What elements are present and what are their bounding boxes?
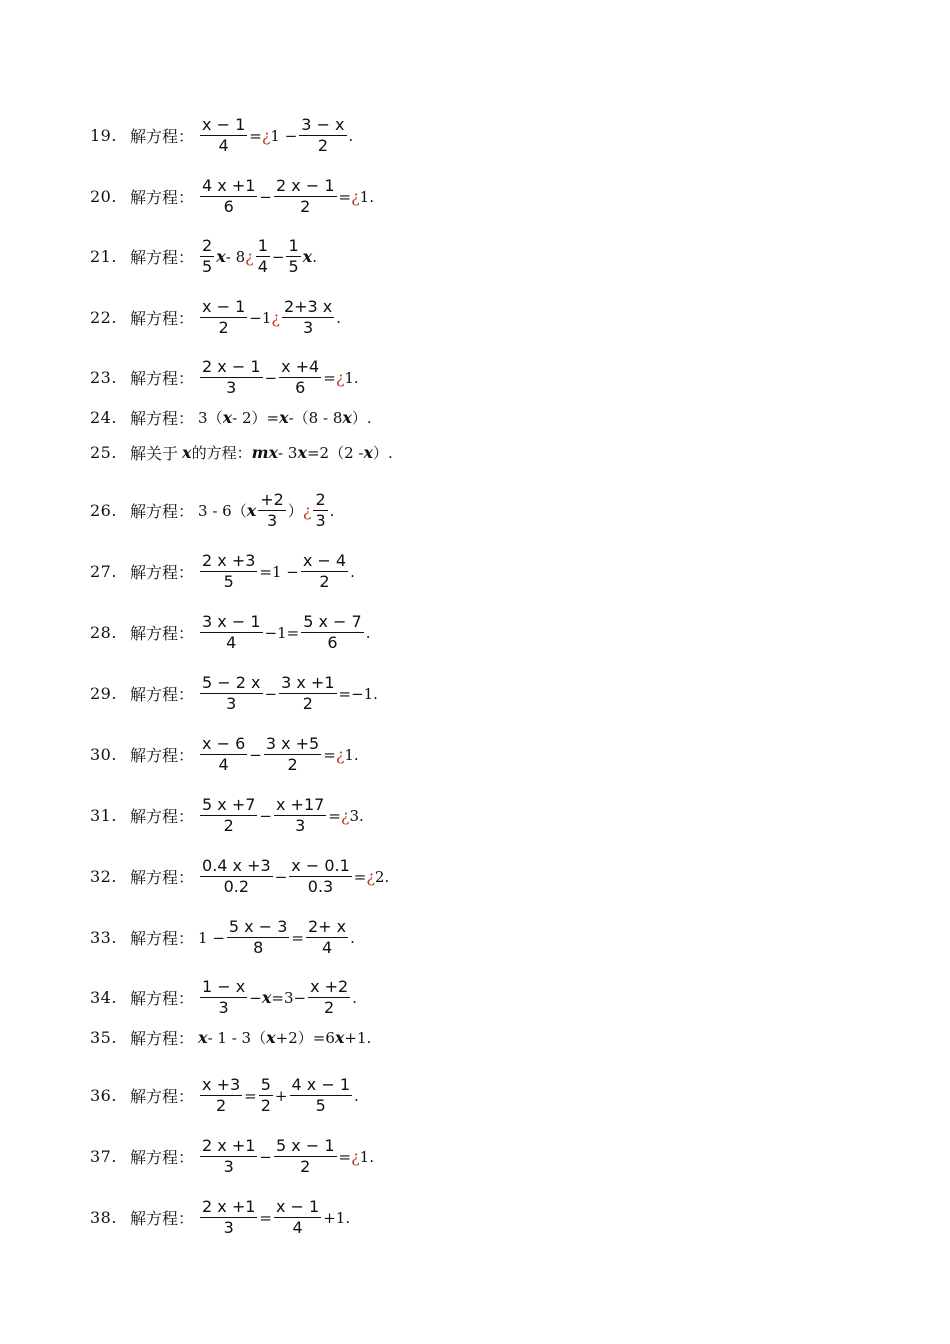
math-text: 3 - 6（: [198, 502, 247, 520]
equation: [198, 735, 359, 774]
numerator: 4 x − 1: [291, 1075, 350, 1094]
equation: [182, 442, 393, 463]
garbled-glyph: ¿: [340, 806, 350, 825]
math-text: =: [249, 126, 262, 145]
equation: [198, 796, 364, 835]
denominator: 3: [223, 1157, 234, 1176]
math-text: +: [274, 1086, 288, 1105]
math-text: ）.: [351, 409, 372, 427]
problem-item: [90, 237, 317, 276]
denominator: 4: [226, 633, 237, 652]
denominator: 8: [253, 938, 264, 957]
numerator: 5 x − 3: [228, 917, 288, 936]
problem-instruction: 解方程：: [130, 502, 195, 521]
problem-instruction: 解方程：: [130, 1148, 195, 1167]
fraction: [306, 918, 348, 957]
equation: [198, 1198, 350, 1237]
numerator: 3 x +1: [281, 673, 335, 692]
problem-instruction: 解方程：: [130, 1087, 195, 1106]
denominator: 2: [260, 1096, 271, 1115]
problem-item: [90, 1198, 350, 1237]
equation: [198, 1027, 371, 1048]
math-text: −: [249, 745, 262, 764]
fraction: [274, 1198, 321, 1237]
fraction: [279, 358, 321, 397]
fraction: [200, 1137, 257, 1176]
garbled-glyph: ¿: [351, 1147, 360, 1166]
problem-item: [90, 358, 359, 397]
fraction: [264, 735, 321, 774]
equation: [198, 491, 334, 530]
fraction: [200, 613, 263, 652]
denominator: 2: [324, 998, 335, 1017]
denominator: 3: [226, 378, 237, 397]
denominator: 0.3: [307, 877, 334, 896]
problem-item: [90, 1026, 371, 1049]
equation: [198, 177, 374, 216]
problem-number: 37.: [90, 1147, 117, 1166]
fraction: [289, 857, 352, 896]
math-text: =: [244, 1086, 257, 1105]
variable: x: [182, 443, 192, 462]
math-text: ）.: [373, 444, 393, 462]
problem-number: 35.: [90, 1028, 117, 1047]
math-text: −: [264, 684, 278, 703]
equation: [198, 298, 341, 337]
math-text: .: [354, 1086, 359, 1105]
math-text: =: [259, 1208, 272, 1227]
problem-number: 19.: [90, 126, 117, 145]
denominator: 4: [218, 136, 229, 155]
problem-number: 32.: [90, 867, 117, 886]
math-text: 3（: [198, 409, 223, 427]
numerator: 5 − 2 x: [202, 673, 261, 692]
problem-instruction: 解方程：: [130, 685, 195, 704]
denominator: 4: [257, 257, 268, 276]
problem-number: 33.: [90, 928, 117, 947]
denominator: 4: [292, 1218, 303, 1237]
garbled-glyph: ¿: [351, 187, 360, 206]
math-text: =: [328, 806, 341, 825]
problem-item: [90, 978, 357, 1017]
denominator: 2: [319, 572, 330, 591]
fraction: [313, 491, 327, 530]
denominator: 6: [295, 378, 306, 397]
numerator: x − 6: [202, 734, 246, 753]
problem-instruction: 解方程：: [130, 309, 195, 328]
equation: [198, 613, 370, 652]
denominator: 2: [215, 1096, 227, 1115]
problem-instruction: 解方程：: [130, 369, 195, 388]
variable: x: [266, 1028, 276, 1047]
denominator: 4: [321, 938, 333, 957]
equation: [198, 552, 355, 591]
fraction: [286, 237, 300, 276]
math-text: - 1 - 3（: [207, 1029, 267, 1047]
denominator: 3: [295, 816, 306, 835]
problem-number: 28.: [90, 623, 117, 642]
numerator: 1: [288, 236, 299, 255]
garbled-glyph: ¿: [335, 368, 345, 387]
math-text: +2）=6: [275, 1029, 335, 1047]
numerator: 5: [260, 1075, 271, 1094]
variable: x: [261, 988, 272, 1007]
math-text: =: [353, 867, 367, 886]
problem-instruction: 解方程：: [130, 929, 195, 948]
numerator: 3 − x: [301, 115, 345, 134]
denominator: 2: [223, 816, 234, 835]
problem-item: [90, 406, 372, 429]
math-text: .: [336, 308, 342, 327]
problem-number: 31.: [90, 806, 117, 825]
fraction: [274, 177, 337, 216]
problem-instruction: 解方程：: [130, 989, 195, 1008]
denominator: 3: [218, 998, 229, 1017]
math-text: .: [350, 928, 355, 947]
denominator: 5: [202, 257, 213, 276]
math-text: −: [249, 988, 262, 1007]
numerator: 0.4 x +3: [202, 856, 271, 875]
variable: x: [334, 1028, 345, 1047]
problem-number: 34.: [90, 988, 117, 1007]
numerator: 3 x − 1: [202, 612, 261, 631]
problem-item: [90, 441, 393, 464]
math-text: 1 −: [270, 126, 298, 145]
variable: x: [198, 1028, 208, 1047]
fraction: [200, 674, 263, 713]
numerator: x − 1: [202, 115, 246, 134]
numerator: x +3: [202, 1075, 241, 1094]
denominator: 3: [303, 318, 314, 337]
problem-number: 23.: [90, 368, 117, 387]
numerator: x +2: [310, 977, 349, 996]
problem-item: [90, 116, 353, 155]
denominator: 3: [315, 511, 326, 530]
math-text: 1.: [344, 745, 359, 764]
numerator: 2 x +3: [202, 551, 256, 570]
equation: [198, 674, 378, 713]
problem-item: [90, 177, 374, 216]
problem-number: 30.: [90, 745, 117, 764]
equation: [198, 978, 357, 1017]
fraction: [279, 674, 336, 713]
math-text: −: [259, 1147, 272, 1166]
math-text: 3.: [349, 806, 364, 825]
variable: x: [363, 443, 374, 462]
denominator: 2: [317, 136, 328, 155]
denominator: 3: [266, 511, 278, 530]
problem-item: [90, 735, 359, 774]
math-text: .: [329, 501, 335, 520]
numerator: 2: [202, 236, 213, 255]
problem-number: 29.: [90, 684, 117, 703]
equation: [198, 358, 359, 397]
denominator: 6: [223, 197, 234, 216]
math-text: -（8 - 8: [288, 409, 343, 427]
problem-instruction: 解方程：: [130, 868, 195, 887]
math-text: - 3: [278, 443, 298, 462]
equation: [198, 1137, 374, 1176]
problem-instruction: 解方程：: [130, 188, 195, 207]
equation: [198, 237, 317, 276]
denominator: 2: [218, 318, 229, 337]
fraction: [301, 552, 348, 591]
denominator: 3: [226, 694, 237, 713]
variable: x: [279, 408, 289, 427]
denominator: 2: [300, 197, 311, 216]
fraction: [258, 491, 286, 530]
math-text: 1 −: [198, 928, 225, 947]
math-text: 2.: [374, 867, 390, 886]
garbled-glyph: ¿: [261, 126, 271, 145]
denominator: 5: [315, 1096, 326, 1115]
problem-instruction: 解方程：: [130, 248, 195, 267]
math-text: −: [271, 247, 285, 266]
problem-item: [90, 613, 370, 652]
fraction: [200, 796, 257, 835]
fraction: [227, 918, 290, 957]
problem-instruction: 解方程：: [130, 127, 195, 146]
numerator: 1 − x: [202, 977, 246, 996]
variable: x: [297, 443, 307, 462]
denominator: 3: [223, 1218, 234, 1237]
math-text: =1 −: [259, 562, 299, 581]
numerator: 2+3 x: [283, 297, 333, 316]
math-text: =: [338, 1147, 352, 1166]
denominator: 2: [300, 1157, 311, 1176]
math-text: 1.: [344, 368, 359, 387]
variable: x: [302, 247, 313, 266]
math-text: −: [259, 187, 272, 206]
math-text: =2（2 -: [306, 444, 364, 462]
problem-number: 22.: [90, 308, 117, 327]
fraction: [308, 978, 350, 1017]
problem-item: [90, 918, 355, 957]
variable: x: [222, 408, 233, 427]
denominator: 0.2: [223, 877, 250, 896]
problem-number: 20.: [90, 187, 117, 206]
numerator: 1: [257, 236, 268, 255]
problem-item: [90, 298, 341, 337]
fraction: [259, 1076, 273, 1115]
math-text: =−1.: [338, 684, 378, 703]
problem-number: 25.: [90, 443, 117, 462]
fraction: [274, 1137, 337, 1176]
numerator: x +4: [281, 357, 320, 376]
numerator: x − 4: [302, 551, 347, 570]
math-text: .: [352, 988, 357, 1007]
denominator: 2: [302, 694, 313, 713]
numerator: x − 0.1: [291, 856, 350, 875]
problem-number: 38.: [90, 1208, 117, 1227]
fraction: [200, 358, 263, 397]
problem-item: [90, 1137, 374, 1176]
fraction: [200, 116, 247, 155]
problem-instruction: 解方程：: [130, 1209, 195, 1228]
fraction: [200, 1076, 242, 1115]
garbled-glyph: ¿: [302, 501, 312, 520]
garbled-glyph: ¿: [245, 247, 254, 266]
numerator: x − 1: [202, 297, 246, 316]
problem-item: [90, 491, 334, 530]
fraction: [200, 298, 247, 337]
fraction: [200, 552, 257, 591]
math-text: +1.: [344, 1028, 372, 1047]
math-text: ）: [287, 502, 303, 520]
fraction: [299, 116, 346, 155]
problem-instruction: 解方程：: [130, 807, 195, 826]
math-text: −1=: [264, 623, 300, 642]
fraction: [200, 237, 214, 276]
denominator: 2: [287, 755, 298, 774]
numerator: 3 x +5: [265, 734, 320, 753]
math-text: −1: [249, 308, 272, 327]
numerator: 5 x +7: [202, 795, 256, 814]
math-text: =3−: [271, 988, 307, 1007]
problem-instruction: 解方程：: [130, 409, 195, 428]
math-text: =: [323, 745, 336, 764]
problem-number: 21.: [90, 247, 117, 266]
math-text: .: [312, 247, 317, 266]
math-text: .: [348, 126, 354, 145]
math-text: =: [291, 928, 304, 947]
equation: [198, 857, 389, 896]
numerator: 2+ x: [307, 917, 347, 936]
fraction: [290, 1076, 353, 1115]
problem-item: [90, 1076, 359, 1115]
problem-number: 27.: [90, 562, 117, 581]
problem-instruction: 解关于: [130, 444, 179, 463]
math-text: 的方程：: [191, 444, 252, 462]
denominator: 5: [223, 572, 234, 591]
garbled-glyph: ¿: [271, 308, 280, 327]
fraction: [274, 796, 326, 835]
fraction: [200, 978, 247, 1017]
problem-item: [90, 857, 389, 896]
math-text: −: [264, 368, 278, 387]
fraction: [282, 298, 334, 337]
numerator: 5 x − 1: [276, 1136, 335, 1155]
equation: [198, 116, 353, 155]
problem-item: [90, 552, 355, 591]
math-text: =: [323, 368, 336, 387]
math-text: - 8: [225, 247, 246, 266]
problem-item: [90, 674, 378, 713]
garbled-glyph: ¿: [335, 745, 345, 764]
math-text: .: [365, 623, 371, 642]
fraction: [200, 857, 273, 896]
variable: x: [342, 408, 352, 427]
numerator: 2 x − 1: [276, 176, 335, 195]
fraction: [200, 735, 247, 774]
numerator: +2: [260, 490, 284, 509]
problem-number: 26.: [90, 501, 117, 520]
problem-instruction: 解方程：: [130, 746, 195, 765]
equation: [198, 1076, 359, 1115]
fraction: [200, 1198, 257, 1237]
problem-instruction: 解方程：: [130, 1029, 195, 1048]
fraction: [200, 177, 257, 216]
fraction: [301, 613, 364, 652]
numerator: 2 x +1: [202, 1136, 256, 1155]
math-text: 1.: [359, 1147, 374, 1166]
math-text: =: [338, 187, 352, 206]
problem-instruction: 解方程：: [130, 624, 195, 643]
fraction: [256, 237, 270, 276]
denominator: 4: [218, 755, 229, 774]
numerator: 2: [315, 490, 326, 509]
denominator: 5: [288, 257, 299, 276]
problem-item: [90, 796, 364, 835]
numerator: 2 x − 1: [202, 357, 261, 376]
denominator: 6: [327, 633, 338, 652]
math-text: +1.: [323, 1208, 351, 1227]
math-text: - 2）=: [232, 409, 280, 427]
variable: mx: [251, 443, 279, 462]
numerator: 5 x − 7: [303, 612, 362, 631]
garbled-glyph: ¿: [366, 867, 375, 886]
equation: [198, 918, 355, 957]
problem-number: 36.: [90, 1086, 117, 1105]
math-text: .: [350, 562, 355, 581]
numerator: x − 1: [276, 1197, 320, 1216]
numerator: 2 x +1: [202, 1197, 256, 1216]
numerator: 4 x +1: [202, 176, 256, 195]
problem-number: 24.: [90, 408, 117, 427]
variable: x: [246, 501, 257, 520]
problem-instruction: 解方程：: [130, 563, 195, 582]
numerator: x +17: [276, 795, 325, 814]
equation: [198, 407, 372, 428]
variable: x: [216, 247, 226, 266]
math-text: 1.: [359, 187, 374, 206]
math-text: −: [259, 806, 272, 825]
math-text: −: [274, 867, 288, 886]
